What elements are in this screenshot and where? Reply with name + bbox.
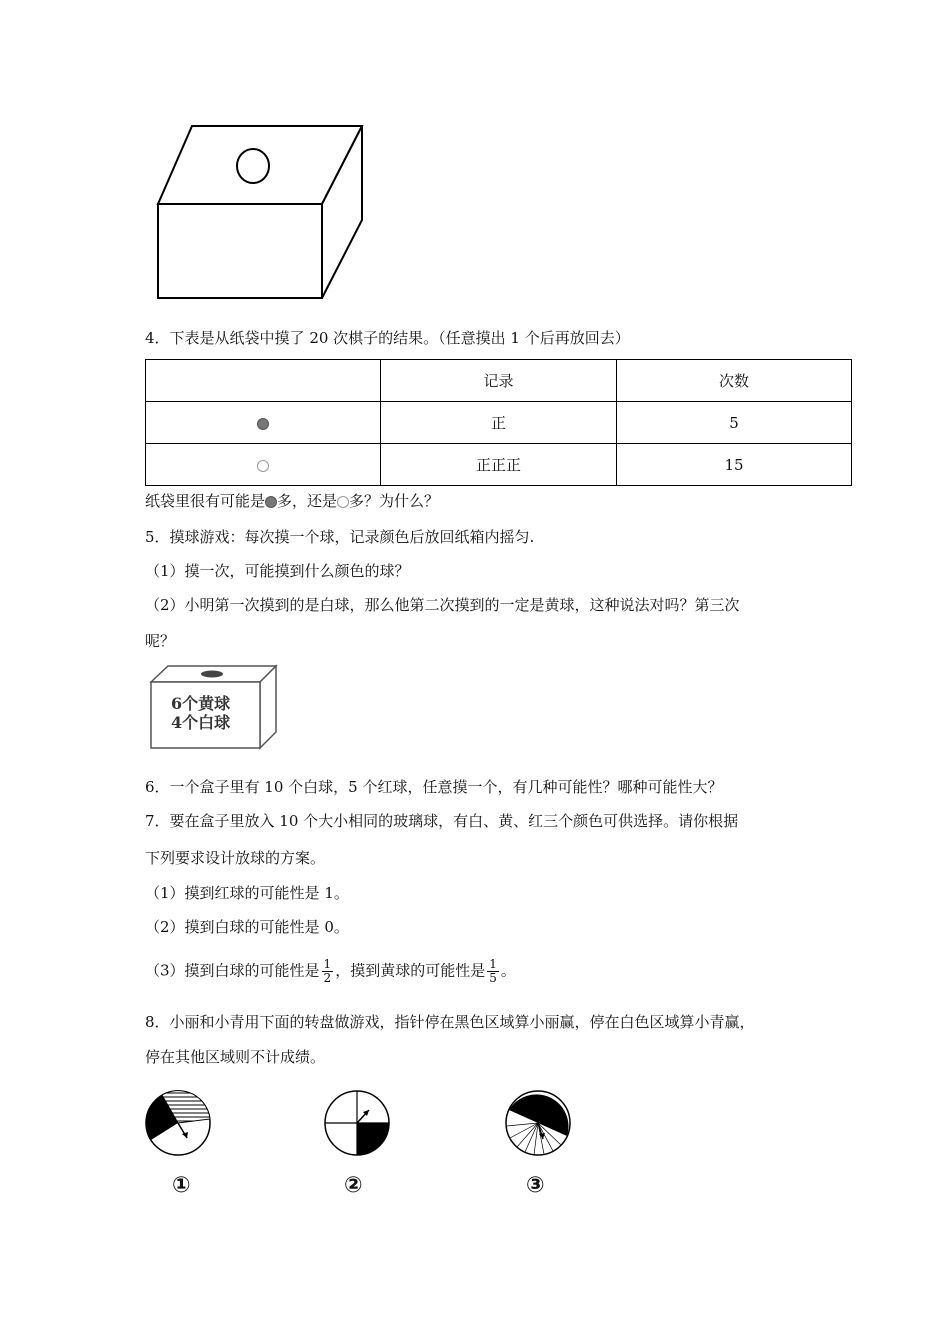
q7-sub3-part: ，摸到黄球的可能性是	[335, 961, 486, 980]
fraction-denominator: 2	[323, 971, 332, 985]
table-header-cell: 记录	[381, 360, 617, 402]
table-cell: 15	[617, 444, 852, 486]
fraction-one-half	[322, 958, 334, 985]
q5-text: 5．摸球游戏：每次摸一个球，记录颜色后放回纸箱内摇匀.	[145, 528, 535, 546]
spinner-1	[143, 1088, 213, 1158]
black-piece-icon	[265, 496, 277, 508]
q7-line2: 下列要求设计放球的方案。	[145, 849, 326, 867]
fraction-one-fifth	[487, 958, 499, 985]
fraction-denominator: 5	[489, 971, 497, 985]
ball-box-figure	[146, 662, 281, 750]
q7-sub3-part: （3）摸到白球的可能性是	[145, 961, 320, 980]
table-cell: 正正正	[381, 444, 617, 486]
table-row	[146, 402, 852, 444]
spinner-label-2: ②	[344, 1173, 363, 1198]
q4-question-part: 多？为什么？	[349, 492, 440, 510]
spinner-label-1: ①	[172, 1173, 191, 1198]
table-row	[146, 444, 852, 486]
box-label-yellow: 6个黄球	[171, 694, 231, 713]
black-piece-cell	[146, 402, 381, 444]
record-table	[145, 359, 852, 486]
q7-line1: 7．要在盒子里放入 10 个大小相同的玻璃球，有白、黄、红三个颜色可供选择。请你根据	[145, 812, 739, 830]
q5-sub2-line1: （2）小明第一次摸到的是白球，那么他第二次摸到的一定是黄球，这种说法对吗？第三次	[145, 596, 740, 614]
q8-line2: 停在其他区域则不计成绩。	[145, 1048, 326, 1066]
spinner-3	[503, 1088, 573, 1158]
spinner-label-3: ③	[526, 1173, 545, 1198]
table-header-cell: 次数	[617, 360, 852, 402]
white-piece-icon	[257, 460, 269, 472]
q6-text: 6．一个盒子里有 10 个白球，5 个红球，任意摸一个，有几种可能性？哪种可能性大？	[145, 778, 723, 796]
q8-line1: 8．小丽和小青用下面的转盘做游戏，指针停在黑色区域算小丽赢，停在白色区域算小青赢，	[145, 1013, 755, 1031]
q7-sub1: （1）摸到红球的可能性是 1。	[145, 884, 349, 902]
box-figure	[150, 120, 370, 305]
q5-sub1: （1）摸一次，可能摸到什么颜色的球？	[145, 562, 410, 580]
q7-sub3-part: 。	[500, 961, 516, 980]
q5-sub2-line2: 呢？	[145, 632, 176, 650]
box-hole	[237, 149, 269, 183]
spinner-2	[322, 1088, 392, 1158]
fraction-numerator: 1	[489, 957, 497, 971]
q7-sub3	[145, 958, 516, 985]
q4-question	[145, 491, 439, 511]
fraction-numerator: 1	[323, 957, 332, 971]
white-piece-icon	[337, 496, 349, 508]
q7-sub2: （2）摸到白球的可能性是 0。	[145, 918, 349, 936]
black-piece-icon	[257, 418, 269, 430]
table-header-cell	[146, 360, 381, 402]
box-label-white: 4个白球	[171, 713, 231, 732]
q4-question-part: 多，还是	[277, 492, 338, 510]
q4-text: 4．下表是从纸袋中摸了 20 次棋子的结果。（任意摸出 1 个后再放回去）	[145, 329, 630, 347]
table-cell: 5	[617, 402, 852, 444]
table-header-row	[146, 360, 852, 402]
table-cell: 正	[381, 402, 617, 444]
q4-question-part: 纸袋里很有可能是	[145, 492, 266, 510]
white-piece-cell	[146, 444, 381, 486]
